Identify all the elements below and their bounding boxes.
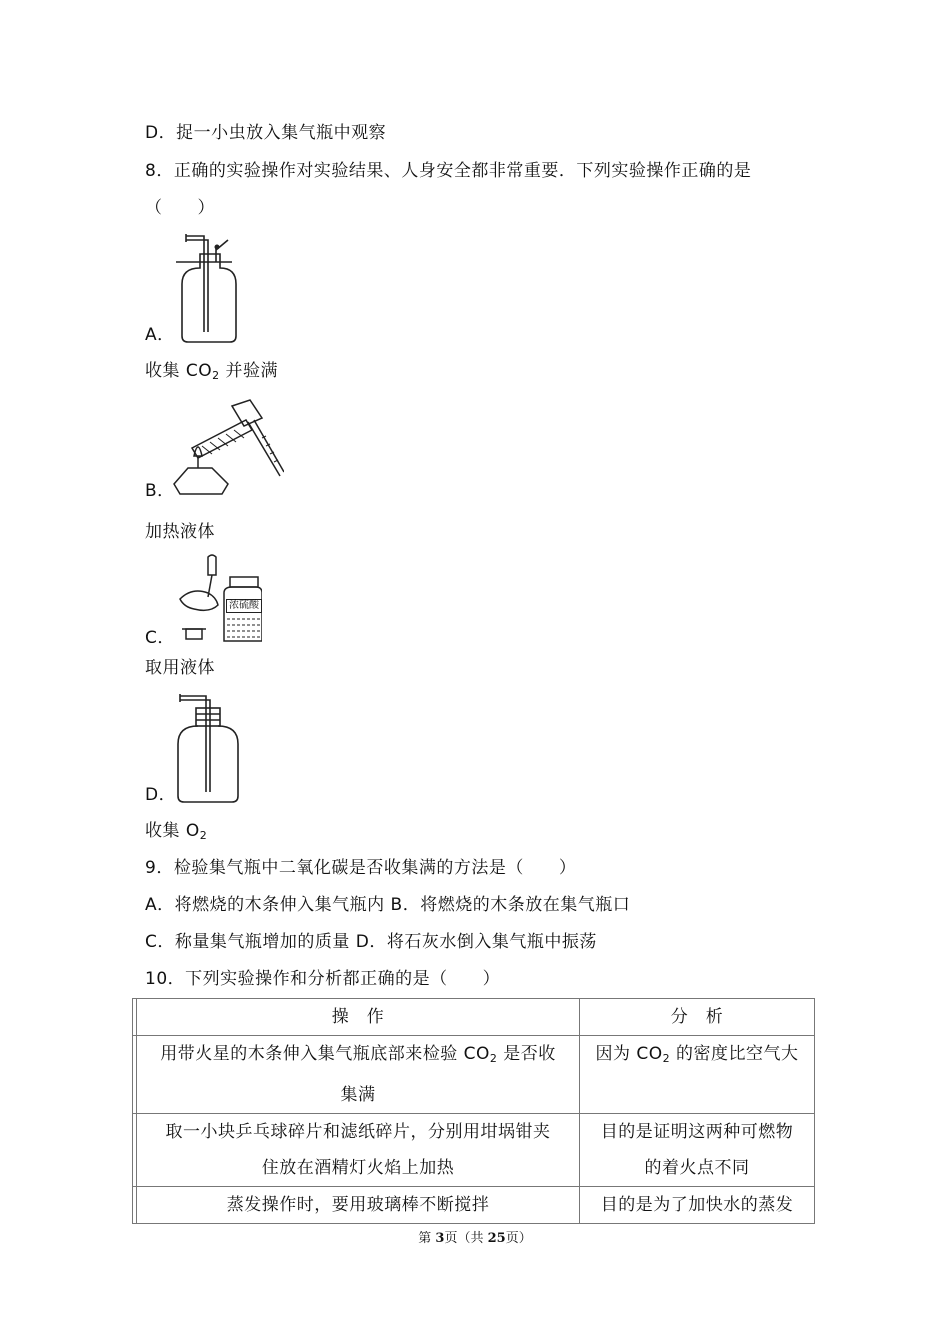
collect-co2-figure [172, 228, 252, 346]
row1-operation: 用带火星的木条伸入集气瓶底部来检验 $CO_2$ 是否收 集满 [137, 1036, 580, 1114]
table-row [133, 1114, 815, 1187]
page-footer: 第 3页（共 25页） [418, 1231, 532, 1246]
bottle-label: 浓硫酸 [226, 599, 262, 613]
q10-stem: 10．下列实验操作和分析都正确的是（ ） [145, 969, 501, 989]
row3-analysis: 目的是为了加快水的蒸发 [580, 1187, 815, 1224]
q9-options-ab: A．将燃烧的木条伸入集气瓶内 B．将燃烧的木条放在集气瓶口 [145, 895, 631, 915]
q8-b-caption: 加热液体 [145, 522, 215, 542]
q8-d-caption: 收集 $O_2$ [145, 821, 208, 842]
q8-a-label: A． [145, 325, 175, 345]
table-row [133, 1187, 815, 1224]
q9-options-cd: C．称量集气瓶增加的质量 D．将石灰水倒入集气瓶中振荡 [145, 932, 597, 952]
q8-a-caption: 收集 $CO_2$ 并验满 [145, 361, 279, 382]
header-analysis: 分 析 [580, 999, 815, 1036]
header-operation: 操 作 [137, 999, 580, 1036]
take-liquid-figure [170, 553, 262, 645]
row2-operation: 取一小块乒乓球碎片和滤纸碎片，分别用坩埚钳夹 住放在酒精灯火焰上加热 [137, 1114, 580, 1187]
q8-b-label: B． [145, 481, 175, 501]
q8-paren: （ ） [145, 198, 215, 218]
q7-option-d: D．捉一小虫放入集气瓶中观察 [145, 123, 387, 143]
q8-c-caption: 取用液体 [145, 658, 215, 678]
q8-stem: 8．正确的实验操作对实验结果、人身安全都非常重要．下列实验操作正确的是 [145, 161, 752, 181]
collect-o2-figure [172, 692, 244, 804]
row2-analysis: 目的是证明这两种可燃物 的着火点不同 [580, 1114, 815, 1187]
heat-liquid-figure [172, 398, 284, 498]
table-row [133, 1036, 815, 1114]
row3-operation: 蒸发操作时，要用玻璃棒不断搅拌 [137, 1187, 580, 1224]
q10-table [132, 998, 815, 1224]
row1-analysis: 因为 $CO_2$ 的密度比空气大 [580, 1036, 815, 1114]
q9-stem: 9．检验集气瓶中二氧化碳是否收集满的方法是（ ） [145, 858, 577, 878]
table-header-row [133, 999, 815, 1036]
q8-c-label: C． [145, 628, 175, 648]
q8-d-label: D． [145, 785, 177, 805]
